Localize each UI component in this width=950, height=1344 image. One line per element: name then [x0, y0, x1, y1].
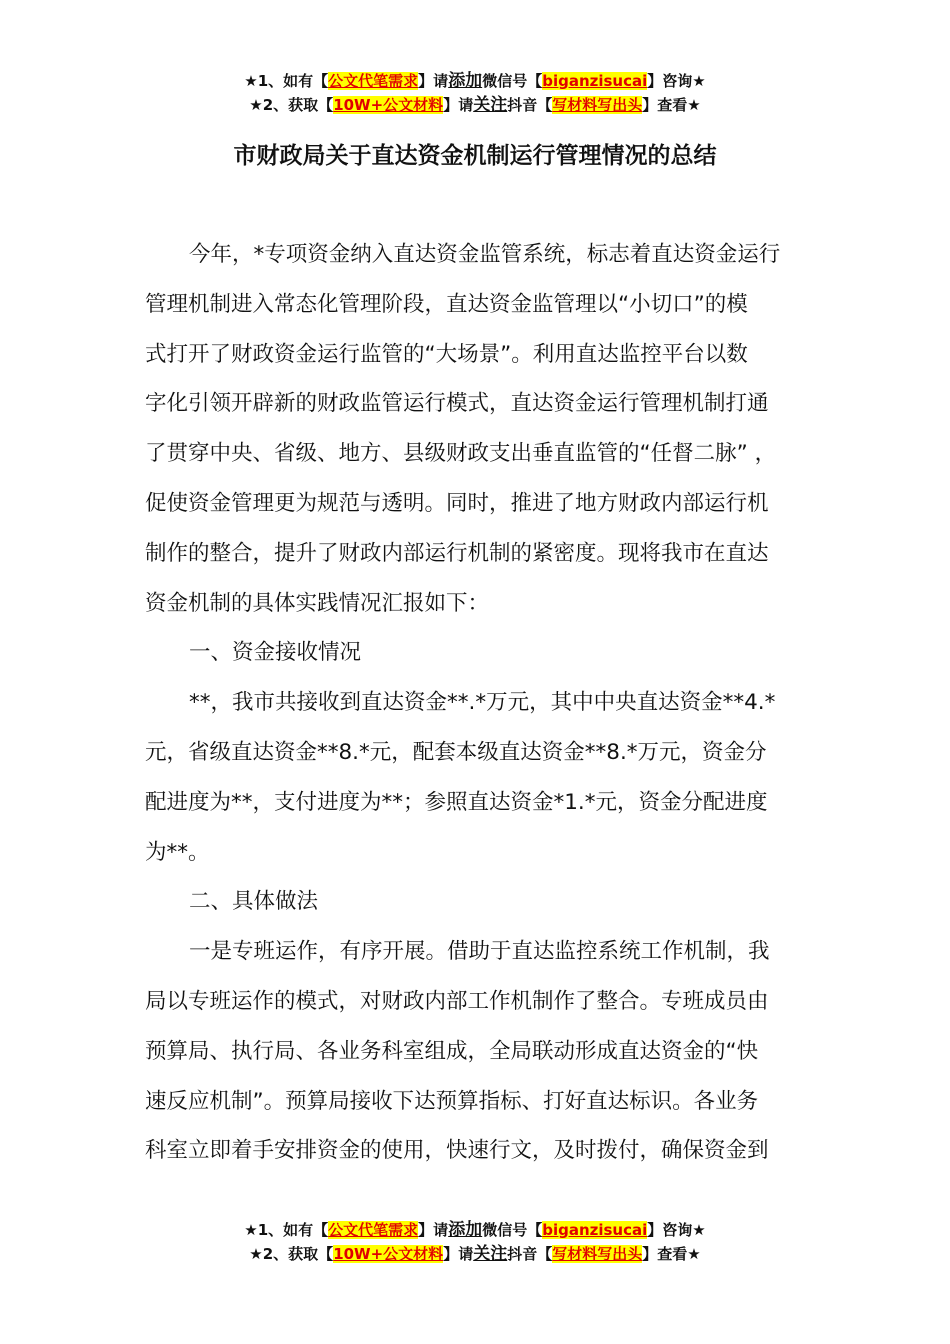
promo-emphasis: 添加 [448, 1220, 483, 1240]
body-line: 资金机制的具体实践情况汇报如下： [145, 590, 490, 616]
promo-line-2 [0, 94, 950, 116]
promo-text: 】请 [418, 72, 449, 90]
body-line: 式打开了财政资金运行监管的“大场景”。利用直达监控平台以数 [145, 341, 748, 367]
promo-text: ★2、获取【 [249, 1245, 334, 1263]
body-line: 为**。 [145, 839, 210, 865]
body-line: 速反应机制”。预算局接收下达预算指标、打好直达标识。各业务 [145, 1088, 759, 1114]
wechat-id: biganzisucai [542, 1221, 648, 1239]
promo-line-1 [0, 70, 950, 92]
promo-highlight: 公文代笔需求 [328, 72, 419, 90]
wechat-id: biganzisucai [542, 72, 648, 90]
body-line: 科室立即着手安排资金的使用，快速行文，及时拨付，确保资金到 [145, 1138, 769, 1164]
footer-promo-line-1 [0, 1219, 950, 1241]
body-line: 字化引领开辟新的财政监管运行模式，直达资金运行管理机制打通 [145, 391, 769, 417]
promo-text: 】请 [418, 1221, 449, 1239]
body-line: 局以专班运作的模式，对财政内部工作机制作了整合。专班成员由 [145, 989, 769, 1014]
body-line: 配进度为**，支付进度为**；参照直达资金*1.*元，资金分配进度 [145, 789, 768, 815]
promo-text: 】请 [443, 96, 474, 114]
promo-text: ★2、获取【 [249, 96, 334, 114]
body-line: 今年，*专项资金纳入直达资金监管系统，标志着直达资金运行 [189, 242, 781, 267]
promo-text: 抖音【 [507, 96, 553, 114]
promo-text: 微信号【 [482, 1221, 543, 1239]
body-line: **，我市共接收到直达资金**.*万元，其中中央直达资金**4.* [189, 690, 776, 716]
body-line: 一是专班运作，有序开展。借助于直达监控系统工作机制，我 [189, 939, 770, 965]
promo-text: ★1、如有【 [244, 72, 329, 90]
promo-highlight: 公文代笔需求 [328, 1221, 419, 1239]
promo-text: 】咨询★ [647, 72, 706, 90]
body-line: 制作的整合，提升了财政内部运行机制的紧密度。现将我市在直达 [145, 540, 769, 566]
body-line: 促使资金管理更为规范与透明。同时，推进了地方财政内部运行机 [145, 491, 769, 516]
promo-text: 】查看★ [642, 1245, 701, 1263]
body-line: 二、具体做法 [189, 889, 319, 915]
body-line: 了贯穿中央、省级、地方、县级财政支出垂直监管的“任督二脉” ， [145, 441, 777, 467]
promo-text: 】咨询★ [647, 1221, 706, 1239]
promo-emphasis: 添加 [448, 71, 483, 91]
promo-text: 】查看★ [642, 96, 701, 114]
promo-emphasis: 关注 [473, 95, 508, 115]
promo-text: 抖音【 [507, 1245, 553, 1263]
footer-promo-line-2 [0, 1243, 950, 1265]
promo-highlight: 10W+公文材料 [333, 96, 444, 114]
document-title: 市财政局关于直达资金机制运行管理情况的总结 [233, 143, 717, 169]
body-line: 元，省级直达资金**8.*元，配套本级直达资金**8.*万元，资金分 [145, 740, 767, 765]
promo-text: 】请 [443, 1245, 474, 1263]
douyin-id: 写材料写出头 [552, 96, 643, 114]
promo-highlight: 10W+公文材料 [333, 1245, 444, 1263]
body-line: 管理机制进入常态化管理阶段，直达资金监管理以“小切口”的模 [145, 291, 748, 317]
promo-emphasis: 关注 [473, 1244, 508, 1264]
douyin-id: 写材料写出头 [552, 1245, 643, 1263]
promo-text: 微信号【 [482, 72, 543, 90]
promo-text: ★1、如有【 [244, 1221, 329, 1239]
body-line: 一、资金接收情况 [189, 640, 362, 666]
body-line: 预算局、执行局、各业务科室组成，全局联动形成直达资金的“快 [145, 1038, 759, 1064]
